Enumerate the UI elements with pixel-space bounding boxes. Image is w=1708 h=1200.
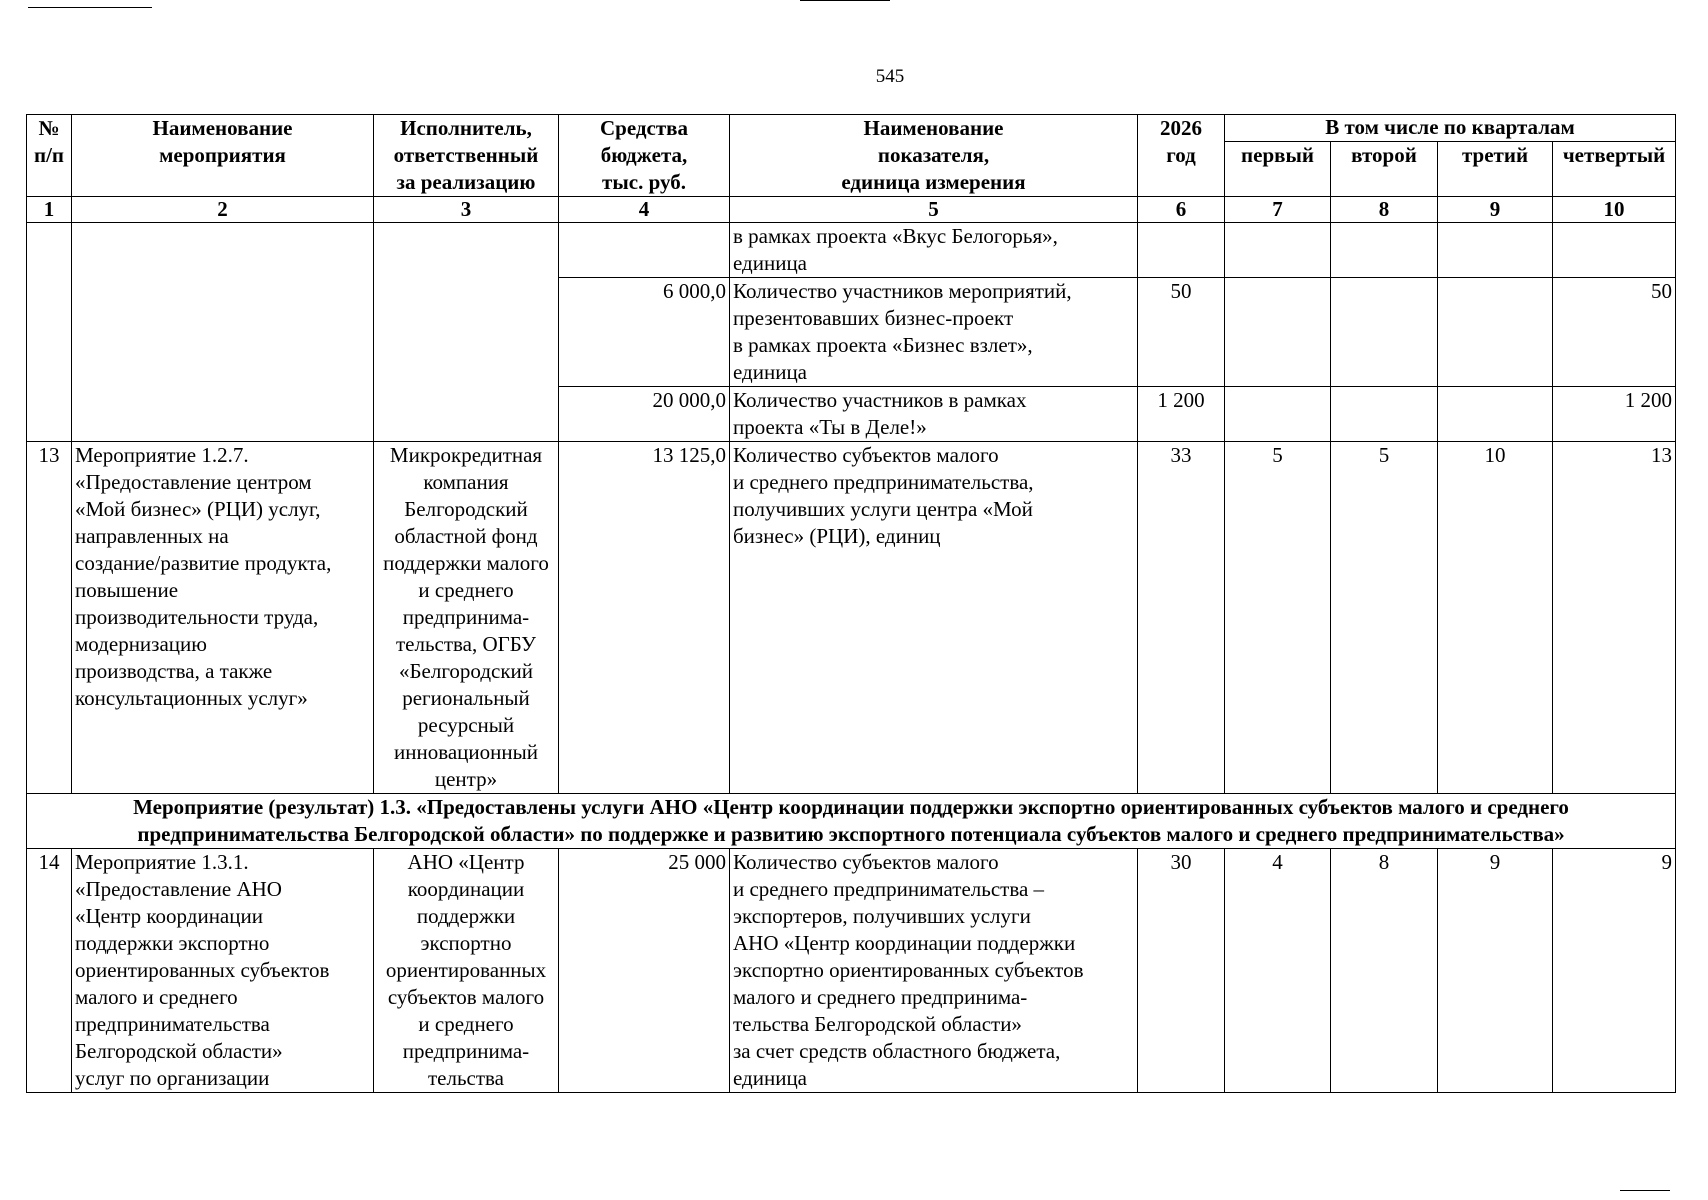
scan-mark-top-center bbox=[800, 0, 890, 1]
cell-q1: 5 bbox=[1225, 442, 1331, 794]
column-number: 8 bbox=[1331, 197, 1438, 223]
table-row bbox=[27, 223, 1676, 278]
cell-budget: 6 000,0 bbox=[559, 278, 730, 387]
header-row-1 bbox=[27, 115, 1676, 142]
cell-indicator: Количество субъектов малого и среднего предпринимательства, получивших услуги центра «Мой бизнес» (РЦИ), единиц bbox=[730, 442, 1138, 794]
column-number: 9 bbox=[1438, 197, 1553, 223]
header-quarters-group: В том числе по кварталам bbox=[1225, 115, 1676, 142]
cell-indicator: в рамках проекта «Вкус Белогорья», единица bbox=[730, 223, 1138, 278]
cell-budget: 13 125,0 bbox=[559, 442, 730, 794]
cell-indicator: Количество субъектов малого и среднего предпринимательства – экспортеров, получивших услуги АНО «Центр координации поддержки экспортно ориентированных субъектов малого и среднего предпринима- тельства Белгородской области» за счет средств областного бюджета, единица bbox=[730, 849, 1138, 1093]
cell-year: 33 bbox=[1138, 442, 1225, 794]
cell-q1 bbox=[1225, 278, 1331, 387]
cell-q1: 4 bbox=[1225, 849, 1331, 1093]
cell-q4: 1 200 bbox=[1553, 387, 1676, 442]
header-q2: второй bbox=[1331, 142, 1438, 197]
cell-name: Мероприятие 1.3.1. «Предоставление АНО «Центр координации поддержки экспортно ориентированных субъектов малого и среднего предпринимательства Белгородской области» услуг по организации bbox=[72, 849, 374, 1093]
measures-table bbox=[26, 114, 1676, 1093]
header-num: № п/п bbox=[27, 115, 72, 197]
cell-q3 bbox=[1438, 387, 1553, 442]
cell-q2 bbox=[1331, 387, 1438, 442]
header-executor: Исполнитель, ответственный за реализацию bbox=[374, 115, 559, 197]
column-number: 1 bbox=[27, 197, 72, 223]
cell-year: 1 200 bbox=[1138, 387, 1225, 442]
cell-q4 bbox=[1553, 223, 1676, 278]
cell-name-empty bbox=[72, 223, 374, 442]
header-name: Наименование мероприятия bbox=[72, 115, 374, 197]
cell-num: 13 bbox=[27, 442, 72, 794]
cell-budget: 25 000 bbox=[559, 849, 730, 1093]
cell-q3 bbox=[1438, 278, 1553, 387]
column-number: 4 bbox=[559, 197, 730, 223]
cell-year bbox=[1138, 223, 1225, 278]
header-year: 2026 год bbox=[1138, 115, 1225, 197]
cell-q2 bbox=[1331, 223, 1438, 278]
cell-q3: 10 bbox=[1438, 442, 1553, 794]
cell-q1 bbox=[1225, 387, 1331, 442]
cell-q4: 9 bbox=[1553, 849, 1676, 1093]
cell-q3: 9 bbox=[1438, 849, 1553, 1093]
header-q1: первый bbox=[1225, 142, 1331, 197]
page-number: 545 bbox=[875, 66, 905, 87]
scan-mark-bottom-right bbox=[1620, 1190, 1670, 1191]
cell-q4: 50 bbox=[1553, 278, 1676, 387]
cell-q2 bbox=[1331, 278, 1438, 387]
cell-q4: 13 bbox=[1553, 442, 1676, 794]
cell-q1 bbox=[1225, 223, 1331, 278]
cell-budget bbox=[559, 223, 730, 278]
cell-executor: Микрокредитная компания Белгородский областной фонд поддержки малого и среднего предпринима- тельства, ОГБУ «Белгородский региональный ресурсный инновационный центр» bbox=[374, 442, 559, 794]
cell-q2: 8 bbox=[1331, 849, 1438, 1093]
header-q3: третий bbox=[1438, 142, 1553, 197]
table-row-13 bbox=[27, 442, 1676, 794]
cell-year: 50 bbox=[1138, 278, 1225, 387]
scan-mark-top-left bbox=[28, 7, 152, 8]
cell-name: Мероприятие 1.2.7. «Предоставление центром «Мой бизнес» (РЦИ) услуг, направленных на создание/развитие продукта, повышение производительности труда, модернизацию производства, а также консультационных услуг» bbox=[72, 442, 374, 794]
header-q4: четвертый bbox=[1553, 142, 1676, 197]
section-title: Мероприятие (результат) 1.3. «Предоставлены услуги АНО «Центр координации поддержки экспортно ориентированных субъектов малого и среднего предпринимательства Белгородской области» по поддержке и развитию экспортного потенциала субъектов малого и среднего предпринимательства» bbox=[27, 794, 1676, 849]
cell-budget: 20 000,0 bbox=[559, 387, 730, 442]
header-budget: Средства бюджета, тыс. руб. bbox=[559, 115, 730, 197]
column-numbers-row bbox=[27, 197, 1676, 223]
column-number: 6 bbox=[1138, 197, 1225, 223]
cell-q2: 5 bbox=[1331, 442, 1438, 794]
cell-executor-empty bbox=[374, 223, 559, 442]
table-row-14 bbox=[27, 849, 1676, 1093]
column-number: 2 bbox=[72, 197, 374, 223]
header-indicator: Наименование показателя, единица измерения bbox=[730, 115, 1138, 197]
column-number: 3 bbox=[374, 197, 559, 223]
column-number: 5 bbox=[730, 197, 1138, 223]
cell-indicator: Количество участников мероприятий, презентовавших бизнес-проект в рамках проекта «Бизнес взлет», единица bbox=[730, 278, 1138, 387]
column-number: 10 bbox=[1553, 197, 1676, 223]
column-number: 7 bbox=[1225, 197, 1331, 223]
cell-executor: АНО «Центр координации поддержки экспортно ориентированных субъектов малого и среднего предпринима- тельства bbox=[374, 849, 559, 1093]
cell-q3 bbox=[1438, 223, 1553, 278]
cell-num: 14 bbox=[27, 849, 72, 1093]
cell-num-empty bbox=[27, 223, 72, 442]
cell-year: 30 bbox=[1138, 849, 1225, 1093]
section-row bbox=[27, 794, 1676, 849]
cell-indicator: Количество участников в рамках проекта «Ты в Деле!» bbox=[730, 387, 1138, 442]
